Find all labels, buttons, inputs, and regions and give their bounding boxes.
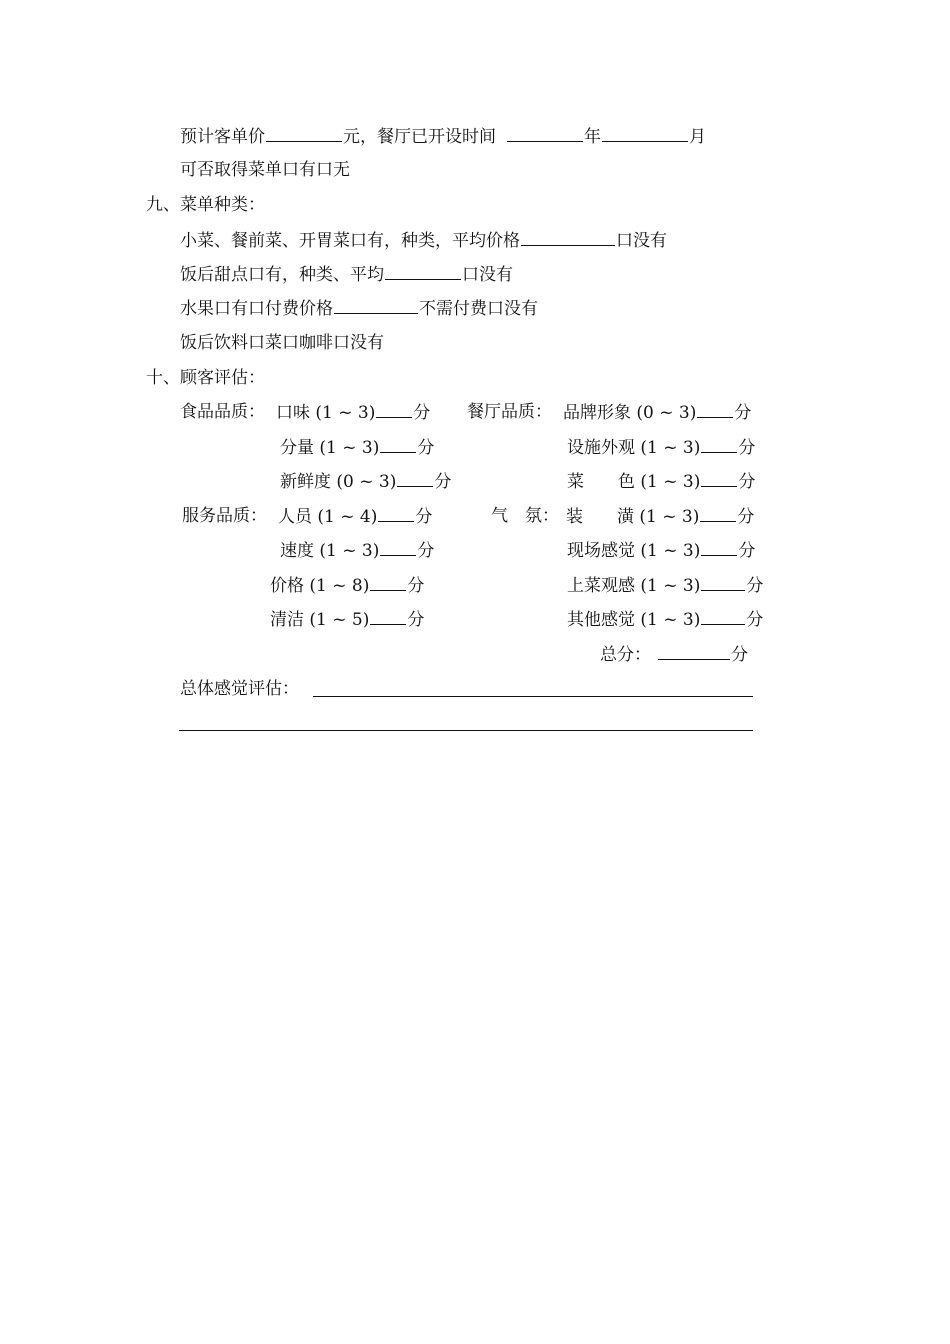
fen-label: 分: [737, 507, 755, 527]
score-item: [280, 469, 451, 494]
price-blank[interactable]: [266, 124, 342, 142]
fen-label: 分: [746, 610, 764, 630]
score-item: [567, 573, 763, 598]
fen-label: 分: [738, 541, 756, 561]
item-label: 口味 (1 ~ 3): [276, 403, 376, 423]
score-blank[interactable]: [700, 504, 736, 522]
fen-label: 分: [434, 472, 452, 492]
score-blank[interactable]: [701, 538, 737, 556]
item-label: 现场感觉 (1 ~ 3): [567, 541, 701, 561]
year-label: 年: [584, 127, 601, 147]
service-quality-label: 服务品质：: [182, 506, 267, 526]
fen-label: 分: [407, 610, 425, 630]
item-label: 分量 (1 ~ 3): [280, 438, 380, 458]
score-item: [567, 435, 755, 460]
item-label: 设施外观 (1 ~ 3): [567, 438, 701, 458]
fen-label: 分: [413, 403, 431, 423]
score-item: [567, 607, 763, 632]
menu-question: [180, 158, 350, 182]
item-label: 品牌形象 (0 ~ 3): [563, 403, 697, 423]
drink-line: 饭后饮料口菜口咖啡口没有: [180, 333, 384, 353]
year-blank[interactable]: [507, 124, 583, 142]
menu-question-text: 可否取得菜单口有口无: [180, 160, 350, 180]
score-blank[interactable]: [380, 435, 416, 453]
item-label: 价格 (1 ~ 8): [270, 576, 370, 596]
fen-label: 分: [738, 438, 756, 458]
fen-label: 分: [746, 576, 764, 596]
score-blank[interactable]: [697, 400, 733, 418]
score-item: [270, 607, 424, 632]
score-item: [563, 400, 751, 425]
score-blank[interactable]: [376, 400, 412, 418]
score-item: [567, 469, 755, 494]
score-blank[interactable]: [701, 607, 745, 625]
item-label: 速度 (1 ~ 3): [280, 541, 380, 561]
fen-label: 分: [415, 507, 433, 527]
overall-line-1[interactable]: [313, 696, 753, 697]
food-quality-label: 食品品质：: [180, 402, 265, 422]
fen-label: 分: [738, 472, 756, 492]
section9-heading: 九、菜单种类：: [146, 195, 265, 215]
dessert-line: [180, 262, 513, 287]
score-item: [270, 573, 424, 598]
fen-label: 分: [407, 576, 425, 596]
item-label: 人员 (1 ~ 4): [278, 507, 378, 527]
fen-label: 分: [417, 438, 435, 458]
atmosphere-label: 气 氛：: [491, 506, 559, 526]
total-score: [600, 642, 748, 667]
fruit-price-blank[interactable]: [334, 296, 418, 314]
score-item: [278, 504, 432, 529]
restaurant-quality-label: 餐厅品质：: [467, 402, 552, 422]
appetizer-price-blank[interactable]: [521, 228, 615, 246]
score-blank[interactable]: [701, 435, 737, 453]
item-label: 上菜观感 (1 ~ 3): [567, 576, 701, 596]
total-label: 总分：: [600, 645, 651, 665]
fruit-text: 水果口有口付费价格: [180, 299, 333, 319]
item-label: 其他感觉 (1 ~ 3): [567, 610, 701, 630]
score-item: [280, 435, 434, 460]
appetizer-line: [180, 228, 667, 253]
score-item: [566, 504, 754, 529]
score-blank[interactable]: [397, 469, 433, 487]
score-blank[interactable]: [701, 469, 737, 487]
dessert-text: 饭后甜点口有，种类、平均: [180, 265, 384, 285]
appetizer-text: 小菜、餐前菜、开胃菜口有，种类，平均价格: [180, 231, 520, 251]
item-label: 菜 色 (1 ~ 3): [567, 472, 701, 492]
score-blank[interactable]: [701, 573, 745, 591]
fen-label: 分: [734, 403, 752, 423]
score-item: [280, 538, 434, 563]
overall-label: 总体感觉评估：: [180, 679, 299, 699]
score-item: [567, 538, 755, 563]
dessert-blank[interactable]: [385, 262, 461, 280]
item-label: 装 潢 (1 ~ 3): [566, 507, 700, 527]
item-label: 清洁 (1 ~ 5): [270, 610, 370, 630]
fen-label: 分: [417, 541, 435, 561]
fruit-free: 不需付费口没有: [419, 299, 538, 319]
fruit-line: [180, 296, 538, 321]
score-item: [276, 400, 430, 425]
month-blank[interactable]: [602, 124, 688, 142]
price-label: 预计客单价: [180, 127, 265, 147]
score-blank[interactable]: [370, 607, 406, 625]
score-blank[interactable]: [370, 573, 406, 591]
score-blank[interactable]: [380, 538, 416, 556]
appetizer-none: 口没有: [616, 231, 667, 251]
overall-line-2[interactable]: [179, 730, 753, 731]
section10-heading: 十、顾客评估：: [146, 368, 265, 388]
open-time-label: 元，餐厅已开设时间: [343, 127, 496, 147]
total-blank[interactable]: [658, 642, 730, 660]
dessert-none: 口没有: [462, 265, 513, 285]
fen-label: 分: [731, 645, 748, 665]
item-label: 新鲜度 (0 ~ 3): [280, 472, 397, 492]
price-line: [180, 124, 706, 149]
score-blank[interactable]: [378, 504, 414, 522]
month-label: 月: [689, 127, 706, 147]
